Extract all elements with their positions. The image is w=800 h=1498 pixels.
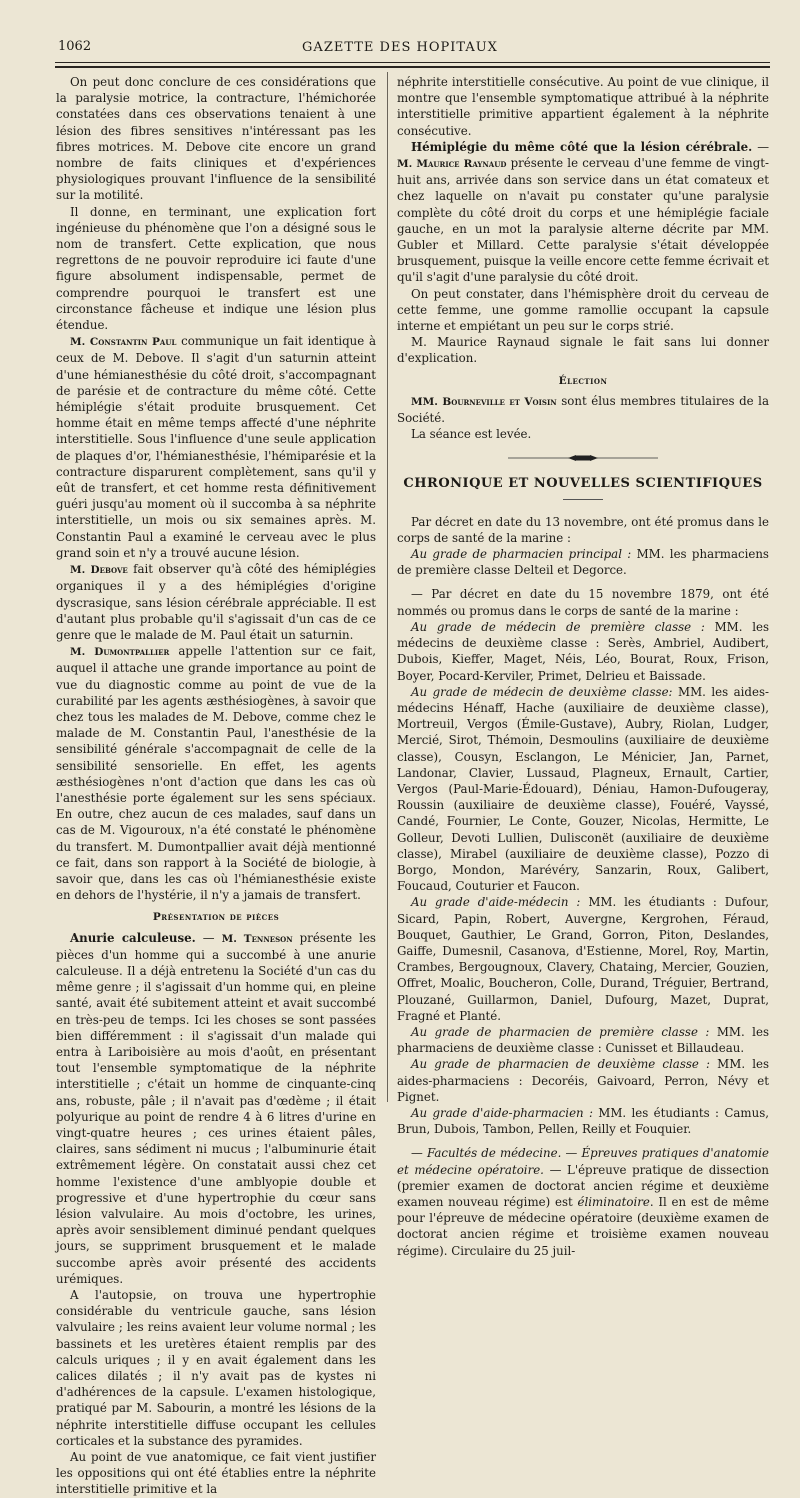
paragraph [397,1145,769,1258]
paragraph-text: MM. les étudiants : Camus, Brun, Dubois, Tambon, Pellen, Reilly et Fouquier. [397,1105,769,1137]
emphasis: éliminatoire [577,1195,650,1209]
page-number: 1062 [58,39,92,54]
header-rule-thin [55,62,770,63]
grade-label: Au grade de médecin de deuxième classe: [411,684,673,699]
paragraph: néphrite interstitielle consécutive. Au point de vue clinique, il montre que l'ensemble symptomatique attribué à la néphrite interstitielle primitive appartient également à la néphrite consécutive. [397,75,769,138]
paragraph-text: MM. les médecins de deuxième classe : Serès, Ambriel, Audibert, Dubois, Kieffer, Maget, Néis, Léo, Bourat, Roux, Frison, Boyer, Pocard-Kerviler, Primet, Delrieu et Baissade. [397,619,770,683]
paragraph [397,619,769,684]
paragraph-text: — L'épreuve pratique de dissection (premier examen de doctorat ancien régime et deuxième examen nouveau régime) est [397,1162,769,1209]
paragraph [56,333,376,561]
dash: — [195,930,222,945]
section-heading: Élection [558,374,608,387]
right-column [397,74,769,1259]
paragraph [56,561,376,643]
header-rule-thick [55,66,770,68]
paragraph-text: . Il en est de même pour l'épreuve de médecine opératoire (deuxième examen de doctorat ancien régime et troisième examen nouveau régime). Circulaire du 25 juil- [397,1195,770,1258]
paragraph-text: appelle l'attention sur ce fait, auquel il attache une grande importance au point de vue du diagnostic comme au point de vue de la curabilité par les agents æsthésiogènes, à savoir que chez tous les malades de M. Debove, comme chez le malade de M. Constantin Paul, l'anesthésie de la sensibilité générale s'accompagnait de celle de la sensibilité sensorielle. En effet, les agents æsthésiogènes n'ont d'action que dans les cas où l'anesthésie porte également sur les sens spéciaux. En outre, chez aucun de ces malades, sauf dans un cas de M. Vigouroux, n'a été constaté le phénomène du transfert. M. Dumontpallier avait déjà mentionné ce fait, dans son rapport à la Société de biologie, à savoir que, dans les cas où l'hémianesthésie existe en dehors de l'hystérie, il n'y a jamais de transfert. [56,644,376,903]
paragraph [397,546,769,578]
paragraph: On peut constater, dans l'hémisphère droit du cerveau de cette femme, une gomme ramollie occupant la capsule interne et empiétant un peu sur le corps strié. [397,286,769,334]
paragraph-text: sont élus membres titulaires de la Société. [397,393,769,426]
paragraph: Il donne, en terminant, une explication fort ingénieuse du phénomène que l'on a désigné sous le nom de transfert. Cette explication, que nous regrettons de ne pouvoir reproduire ici faute d'une figure absolument indispensable, permet de comprendre pourquoi le transfert est une circonstance fâcheuse et indique une lésion plus étendue. [56,204,376,333]
spacer [397,578,769,586]
subsection-title: Hémiplégie du même côté que la lésion cérébrale. [411,139,753,154]
grade-label: Au grade d'aide-pharmacien : [411,1105,593,1120]
speaker-name: M. Dumontpallier [70,646,170,659]
dash: — [752,139,770,154]
speaker-name: M. Maurice Raynaud [397,158,507,171]
speaker-name: M. Debove [70,564,128,577]
grade-label: Au grade d'aide-médecin : [411,895,581,910]
dash: — [411,1146,427,1161]
speaker-name: M. Constantin Paul [70,336,177,349]
paragraph: M. Maurice Raynaud signale le fait sans lui donner d'explication. [397,335,769,366]
paragraph-text: MM. les pharmaciens de deuxième classe : Cunisset et Billaudeau. [397,1024,769,1056]
item-title: Facultés de médecine. — Épreuves pratiques d'anatomie et médecine opératoire. [397,1146,770,1177]
paragraph [56,643,376,903]
paragraph: Par décret en date du 13 novembre, ont été promus dans le corps de santé de la marine : [397,514,769,545]
paragraph [397,1105,769,1137]
paragraph: Au point de vue anatomique, ce fait vient justifier les oppositions qui ont été établies entre la néphrite interstitielle primitive et la [56,1450,376,1497]
speaker-name: MM. Bourneville et Voisin [411,395,557,408]
paragraph-text: MM. les aides-pharmaciens : Decoréis, Gaivoard, Perron, Névy et Pignet. [397,1057,770,1104]
left-column [56,74,376,1498]
paragraph: — Par décret en date du 15 novembre 1879, ont été nommés ou promus dans le corps de santé de la marine : [397,587,769,618]
section-heading: Présentation de pièces [152,911,280,924]
paragraph-text: présente les pièces d'un homme qui a succombé à une anurie calculeuse. Il a déjà entretenu la Société d'un cas du même genre ; il s'agissait d'un homme qui, en pleine santé, avait été subitement atteint et avait succombé en très-peu de temps. Ici les choses se sont passées bien différemment : il s'agissait d'un malade qui entra à Lariboisière au mois d'août, en présentant tout l'ensemble symptomatique de la néphrite interstitielle ; c'était un homme de cinquante-cinq ans, robuste, pâle ; il n'avait pas d'œdème ; il était polyurique au point de rendre 4 à 6 litres d'urine en vingt-quatre heures ; ces urines étaient pâles, claires, sans sédiment ni mucus ; l'albuminurie était extrêmement légère. On constatait aussi chez cet homme l'existence d'une amblyopie double et progressive et d'une hypertrophie du cœur sans lésion valvulaire. Au mois d'octobre, les urines, après avoir sensiblement diminué pendant quelques jours, se suppriment brusquement et le malade succombe après avoir présenté des accidents urémiques. [56,930,376,1286]
paragraph [397,1056,769,1105]
paragraph: A l'autopsie, on trouva une hypertrophie considérable du ventricule gauche, sans lésion valvulaire ; les reins avaient leur volume normal ; les bassinets et les uretères étaient remplis par des calculs uriques ; il y en avait également dans les calices dilatés ; il n'y avait pas de kystes ni d'adhérences de la capsule. L'examen histologique, pratiqué par M. Sabourin, a montré les lésions de la néphrite interstitielle diffuse occupant les cellules corticales et la substance des pyramides. [56,1288,376,1448]
paragraph [397,393,769,426]
speaker-name: M. Tenneson [221,932,293,945]
subsection-title: Anurie calculeuse. [70,930,196,945]
paragraph [397,684,769,895]
paragraph-text: MM. les étudiants : Dufour, Sicard, Papin, Robert, Auvergne, Kergrohen, Féraud, Bouquet, Gauthier, Le Grand, Gorron, Piton, Deslandes, Gaiffe, Dumesnil, Casanova, d'Estienne, Morel, Roy, Martin, Crambes, Bergougnoux, Clavery, Chataing, Mercier, Gouzien, Offret, Moalic, Boucheron, Colle, Durand, Tréguier, Bertrand, Plouzané, Guillarmon, Daniel, Dufourg, Mazet, Duprat, Fragné et Planté. [397,895,769,1023]
running-title: GAZETTE DES HOPITAUX [302,40,498,55]
paragraph [397,894,769,1024]
paragraph [397,1024,769,1056]
grade-label: Au grade de pharmacien principal : [411,547,632,562]
chronique-heading: CHRONIQUE ET NOUVELLES SCIENTIFIQUES [403,476,763,492]
column-divider [387,72,388,1102]
paragraph-text: fait observer qu'à côté des hémiplégies organiques il y a des hémiplégies d'origine dyscrasique, sans lésion cérébrale appréciable. Il est d'autant plus probable qu'il s'agissait d'un cas de ce genre que le malade de M. Paul était un saturnin. [56,562,376,642]
spacer [397,1137,769,1145]
paragraph: On peut donc conclure de ces considérations que la paralysie motrice, la contracture, l'hémichorée constatées dans ces observations tenaient à une lésion des fibres sensitives n'intéressant pas les fibres motrices. M. Debove cite encore un grand nombre de faits cliniques et d'expériences physiologiques prouvant l'influence de la sensibilité sur la motilité. [56,75,376,203]
paragraph-text: présente le cerveau d'une femme de vingt-huit ans, arrivée dans son service dans un état comateux et chez laquelle on n'avait pu constater qu'une paralysie complète du côté droit du corps et une hémiplégie faciale gauche, en un mot la paralysie alterne décrite par MM. Gubler et Millard. Cette paralysie s'était développée brusquement, puisque la veille encore cette femme écrivait et qu'il s'agit d'une paralysie du côté droit. [397,156,769,285]
paragraph-text: communique un fait identique à ceux de M. Debove. Il s'agit d'un saturnin atteint d'une hémianesthésie du côté droit, s'accompagnant de parésie et de contracture du même côté. Cette hémiplégie s'était produite brusquement. Cet homme était en même temps affecté d'une néphrite interstitielle. Sous l'influence d'une seule application de plaques d'or, l'hémianesthésie, l'hémiparésie et la contracture disparurent complètement, sans qu'il y eût de transfert, et cet homme resta définitivement guéri jusqu'au moment où il succomba à sa néphrite interstitielle, un mois ou six semaines après. M. Constantin Paul a examiné le cerveau avec le plus grand soin et n'y a trouvé aucune lésion. [56,334,376,560]
grade-label: Au grade de pharmacien de deuxième classe : [411,1057,711,1072]
section-divider-ornament-icon [397,454,769,462]
paragraph [397,139,769,286]
paragraph [56,930,376,1287]
heading-rule [563,499,603,500]
grade-label: Au grade de pharmacien de première classe : [411,1024,710,1039]
paragraph: La séance est levée. [411,427,532,442]
grade-label: Au grade de médecin de première classe : [411,619,705,634]
paragraph-text: MM. les aides-médecins Hénaff, Hache (auxiliaire de deuxième classe), Mortreuil, Vergos (Émile-Gustave), Aubry, Riolan, Ludger, Mercié, Sirot, Thémoin, Desmoulins (auxiliaire de deuxième classe), Cousyn, Esclangon, Le Ménicier, Jan, Parnet, Landonar, Clavier, Lussaud, Plagneux, Ernault, Cartier, Vergos (Paul-Marie-Édouard), Déniau, Hamon-Dufougeray, Roussin (auxiliaire de deuxième classe), Fouéré, Vayssé, Candé, Fournier, Le Conte, Gouzer, Nicolas, Hermitte, Le Golleur, Devoti Lullien, Dulisconët (auxiliaire de deuxième classe), Mirabel (auxiliaire de deuxième classe), Pozzo di Borgo, Mondon, Marévéry, Sanzarin, Roux, Galibert, Foucaud, Couturier et Faucon. [397,684,769,894]
paragraph-text: MM. les pharmaciens de première classe Delteil et Degorce. [397,547,769,578]
